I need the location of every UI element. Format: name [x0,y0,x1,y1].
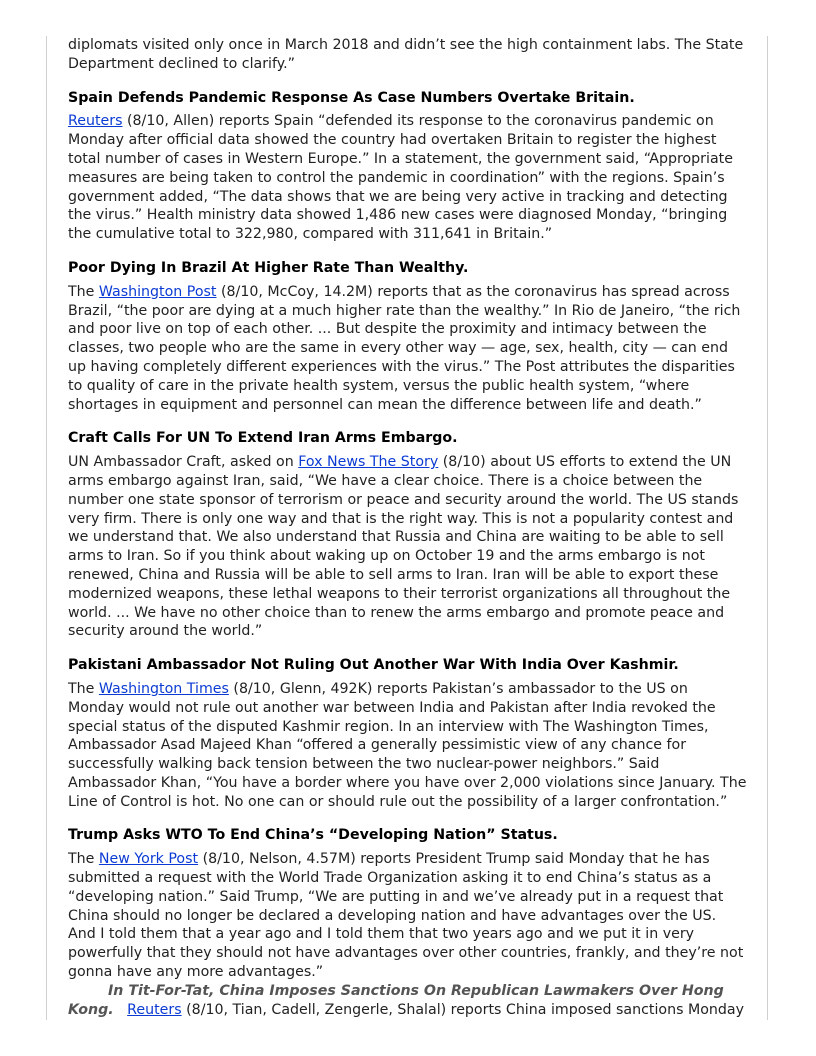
story-headline: Poor Dying In Brazil At Higher Rate Than Wealthy. [68,259,469,276]
story-brazil [68,259,748,414]
source-link-new-york-post[interactable]: New York Post [98,851,199,868]
story-body: The Washington Times (8/10, Glenn, 492K) reports Pakistan’s ambassador to the US on Monday would not rule out another war between India and Pakistan after India revoked the special status of the disputed Kashmir region. In an interview with The Washington Times, Ambassador Asad Majeed Khan “offered a generally pessimistic view of any chance for successfully walking back tension between the two nuclear-power neighbors.” Said Ambassador Khan, “You have a border where you have over 2,000 violations since January. The Line of Control is hot. No one can or should rule out the possibility of a larger confrontation.” [68,680,747,810]
story-body: UN Ambassador Craft, asked on Fox News The Story (8/10) about US efforts to extend the UN arms embargo against Iran, said, “We have a clear choice. There is a choice between the number one state sponsor of terrorism or peace and security around the world. The US stands very firm. There is only one way and that is the right way. This is not a popularity contest and we understand that. We also understand that Russia and China are waiting to be able to sell arms to Iran. So if you think about waking up on October 19 and the arms embargo is not renewed, China and Russia will be able to sell arms to Iran. Iran will be able to export these modernized weapons, these lethal weapons to their terrorist organizations all throughout the world. ... We have no other choice than to renew the arms embargo and promote peace and security around the world.” [68,454,739,640]
story-body: The New York Post (8/10, Nelson, 4.57M) reports President Trump said Monday that he has submitted a request with the World Trade Organization asking it to end China’s status as a “developing nation.” Said Trump, “We are putting in and we’ve already put in a request that China should no longer be declared a developing nation and have advantages over the US. And I told them that a year ago and I told them that two years ago and we put it in very powerfully that they should not have advantages over other countries, frankly, and they’re not gonna have any more advantages.” [68,851,744,981]
story-body: The Washington Post (8/10, McCoy, 14.2M) reports that as the coronavirus has spread across Brazil, “the poor are dying at a much higher rate than the wealthy.” In Rio de Janeiro, “the rich and poor live on top of each other. ... But despite the proximity and intimacy between the classes, two people who are the same in every other way — age, sex, health, city — can end up having completely different experiences with the virus.” The Post attributes the disparities to quality of care in the private health system, versus the public health system, “where shortages in equipment and personnel can mean the difference between life and death.” [68,283,741,413]
story-spain [68,89,748,244]
source-link-washington-post[interactable]: Washington Post [98,283,217,300]
story-china-sanctions: In Tit-For-Tat, China Imposes Sanctions On Republican Lawmakers Over Hong Kong. Reuters (8/10, Tian, Cadell, Zengerle, Shalal) reports China imposed sanctions Monday [68,982,744,1018]
source-link-reuters-2[interactable]: Reuters [127,1001,182,1018]
lead-paragraph: diplomats visited only once in March 2018 and didn’t see the high containment labs. The State Department declined to clarify.” [68,37,744,72]
document-page [46,36,768,1020]
story-iran-embargo [68,429,748,641]
source-link-reuters[interactable]: Reuters [68,113,123,130]
source-link-fox-news[interactable]: Fox News The Story [298,454,439,471]
story-headline: Craft Calls For UN To Extend Iran Arms Embargo. [68,430,458,447]
inline-headline: In Tit-For-Tat, China Imposes Sanctions On Republican Lawmakers Over Hong Kong. [68,982,724,1018]
story-headline: Spain Defends Pandemic Response As Case Numbers Overtake Britain. [68,89,635,106]
story-pakistan [68,656,748,811]
source-link-washington-times[interactable]: Washington Times [98,680,229,697]
story-wto [68,826,748,981]
story-headline: Pakistani Ambassador Not Ruling Out Another War With India Over Kashmir. [68,657,679,674]
story-body: Reuters (8/10, Allen) reports Spain “defended its response to the coronavirus pandemic on Monday after official data showed the country had overtaken Britain to register the highest total number of cases in Western Europe.” In a statement, the government said, “Appropriate measures are being taken to control the pandemic in coordination” with the regions. Spain’s government added, “The data shows that we are being very active in tracking and detecting the virus.” Health ministry data showed 1,486 new cases were diagnosed Monday, “bringing the cumulative total to 322,980, compared with 311,641 in Britain.” [68,113,733,243]
story-headline: Trump Asks WTO To End China’s “Developing Nation” Status. [68,827,558,844]
